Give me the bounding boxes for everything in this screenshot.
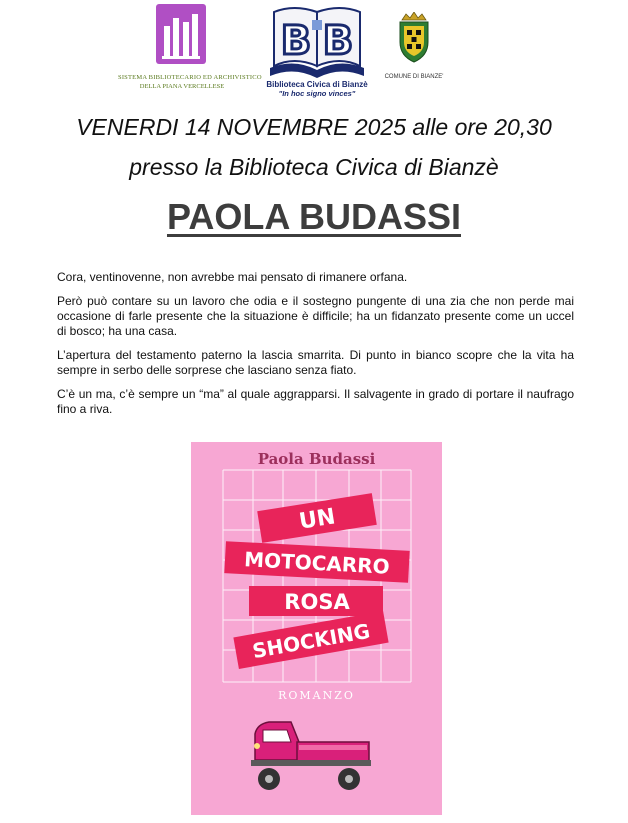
svg-text:SHOCKING: SHOCKING xyxy=(250,618,372,664)
municipality-logo xyxy=(384,12,444,86)
title-banner-2 xyxy=(224,541,409,583)
event-author: PAOLA BUDASSI xyxy=(166,196,461,237)
title-banner-3 xyxy=(249,586,383,616)
svg-text:B: B xyxy=(280,18,312,64)
event-date: VENERDI 14 NOVEMBRE 2025 alle ore 20,30 xyxy=(76,114,552,140)
cover-genre: ROMANZO xyxy=(278,689,355,702)
book-cover xyxy=(191,442,442,815)
library-bb-icon xyxy=(266,4,368,80)
event-place: presso la Biblioteca Civica di Bianzè xyxy=(129,154,499,180)
description-paragraph: L’apertura del testamento paterno la lascia smarrita. Di punto in bianco scopre che la vita ha sempre in serbo delle sorprese che lasciano senza fiato. xyxy=(57,348,574,377)
svg-text:UN: UN xyxy=(297,504,338,535)
civic-library-logo xyxy=(262,4,372,96)
library-system-icon xyxy=(156,4,206,64)
book-cover-art xyxy=(191,442,442,815)
coat-of-arms-icon xyxy=(396,12,432,64)
three-wheeler-truck-icon xyxy=(251,722,371,790)
library-system-area: DELLA PIANA VERCELLESE xyxy=(139,83,225,90)
library-system-name: SISTEMA BIBLIOTECARIO ED ARCHIVISTICO xyxy=(118,74,262,81)
municipality-name: COMUNE DI BIANZE' xyxy=(384,74,444,80)
book-description xyxy=(57,270,574,426)
svg-text:MOTOCARRO: MOTOCARRO xyxy=(243,547,391,579)
civic-library-motto: "In hoc signo vinces" xyxy=(278,89,356,98)
civic-library-name: Biblioteca Civica di Bianzè xyxy=(266,80,368,89)
library-system-logo xyxy=(118,4,262,90)
title-banner-1 xyxy=(257,493,377,543)
cover-author: Paola Budassi xyxy=(257,450,376,468)
svg-text:B: B xyxy=(322,18,354,64)
description-paragraph: C’è un ma, c’è sempre un “ma” al quale aggrapparsi. Il salvagente in grado di portare il naufrago fino a riva. xyxy=(57,387,574,416)
svg-text:ROSA: ROSA xyxy=(284,590,350,614)
description-paragraph: Però può contare su un lavoro che odia e il sostegno pungente di una zia che non perde mai occasione di farle presente che la situazione è difficile; ha un fidanzato presente come un uccel di bosco; ha una casa. xyxy=(57,294,574,338)
description-paragraph: Cora, ventinovenne, non avrebbe mai pensato di rimanere orfana. xyxy=(57,270,408,284)
